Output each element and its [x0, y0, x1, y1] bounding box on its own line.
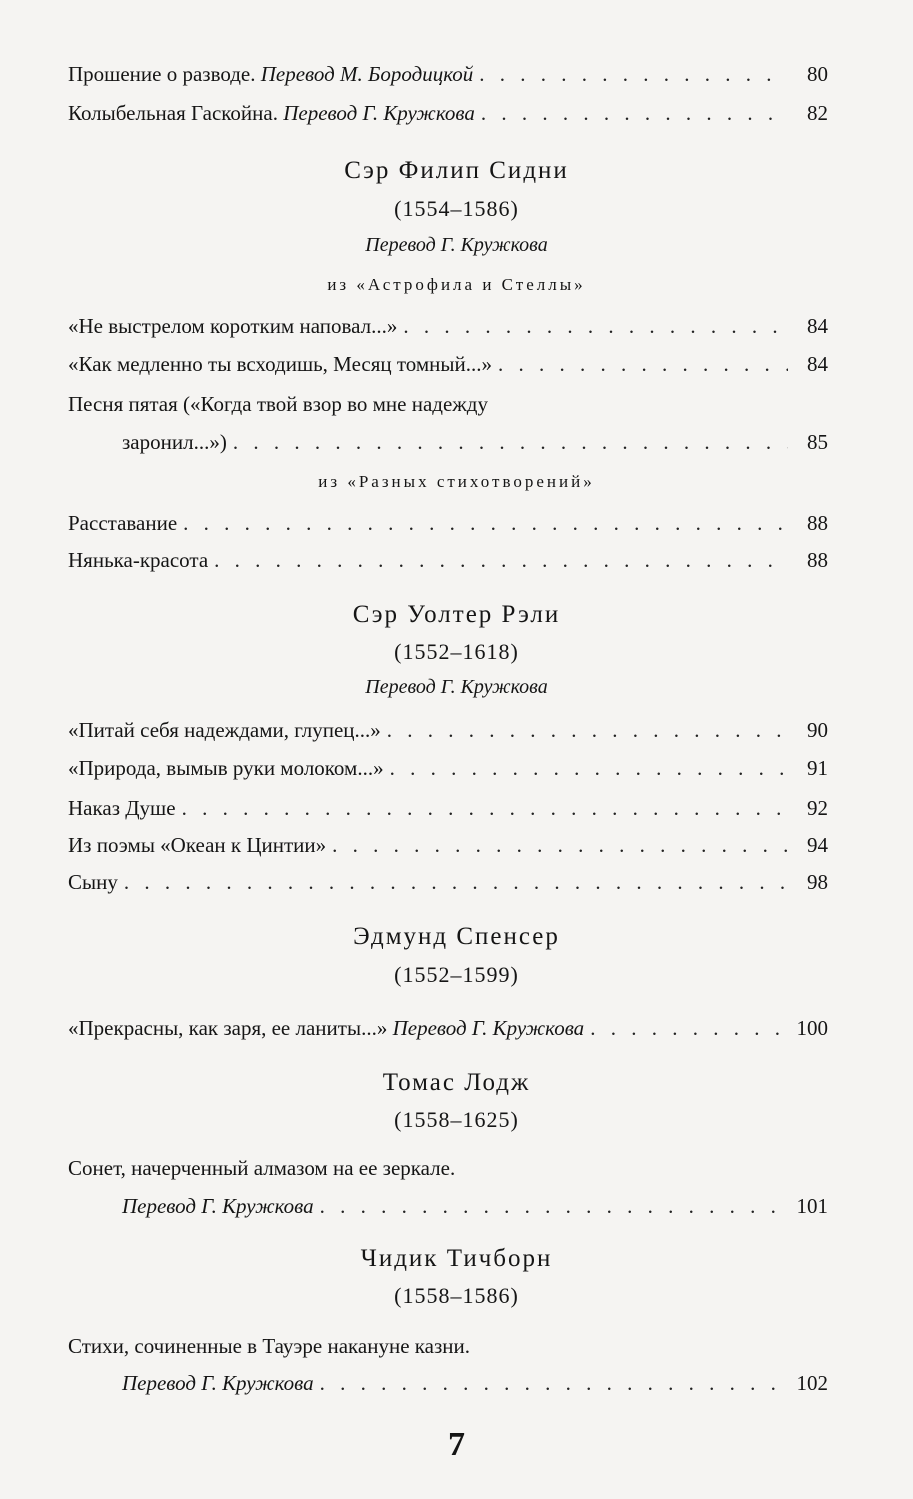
entry-page: 94 [807, 833, 828, 857]
entry-title: Сыну [68, 870, 118, 894]
author-years: (1558–1586) [394, 1283, 519, 1308]
entry-title: Колыбельная Гаскойна. [68, 101, 284, 125]
toc-entry-line: Стихи, сочиненные в Тауэре накануне казни. [68, 1334, 471, 1358]
leader-dots [214, 546, 788, 574]
leader-dots [590, 1014, 788, 1042]
entry-title: «Как медленно ты всходишь, Месяц томный...» [68, 352, 493, 376]
toc-entry [68, 99, 828, 127]
entry-translator: Перевод М. Бородицкой [260, 62, 474, 86]
entry-title: «Прекрасны, как заря, ее ланиты...» [68, 1016, 393, 1040]
toc-entry [122, 1369, 828, 1397]
entry-page: 102 [796, 1371, 828, 1395]
leader-dots [182, 794, 788, 822]
author-heading: Сэр Уолтер Рэли [352, 601, 561, 628]
toc-entry [68, 350, 828, 378]
toc-entry [68, 1014, 828, 1042]
entry-title: Нянька-красота [68, 548, 209, 572]
leader-dots [320, 1369, 788, 1397]
leader-dots [124, 868, 788, 896]
leader-dots [387, 716, 788, 744]
entry-page: 82 [807, 101, 828, 125]
entry-title: «Не выстрелом коротким наповал...» [68, 314, 398, 338]
entry-translator: Перевод Г. Кружкова [122, 1371, 314, 1395]
author-heading: Сэр Филип Сидни [344, 157, 569, 184]
entry-page: 84 [807, 314, 828, 338]
toc-entry [68, 794, 828, 822]
author-heading: Эдмунд Спенсер [353, 923, 560, 950]
leader-dots [183, 509, 788, 537]
translator-line: Перевод Г. Кружкова [365, 676, 548, 698]
leader-dots [320, 1192, 788, 1220]
entry-page: 92 [807, 796, 828, 820]
toc-entry [68, 60, 828, 88]
author-heading: Чидик Тичборн [360, 1245, 553, 1272]
author-years: (1552–1599) [394, 962, 519, 987]
toc-entry-line: Сонет, начерченный алмазом на ее зеркале. [68, 1156, 456, 1180]
entry-title: Расставание [68, 511, 178, 535]
section-heading: из «Астрофила и Стеллы» [327, 275, 586, 294]
toc-entry [68, 868, 828, 896]
toc-entry [68, 312, 828, 340]
author-years: (1552–1618) [394, 639, 519, 664]
translator-line: Перевод Г. Кружкова [365, 234, 548, 256]
author-years: (1554–1586) [394, 196, 519, 221]
entry-page: 85 [807, 430, 828, 454]
author-years: (1558–1625) [394, 1107, 519, 1132]
author-heading: Томас Лодж [382, 1069, 531, 1096]
entry-title: заронил...») [122, 430, 227, 454]
leader-dots [390, 754, 788, 782]
entry-page: 101 [796, 1194, 828, 1218]
entry-page: 88 [807, 548, 828, 572]
toc-entry [68, 754, 828, 782]
leader-dots [481, 99, 788, 127]
toc-entry [68, 509, 828, 537]
toc-entry-line: Песня пятая («Когда твой взор во мне надежду [68, 392, 488, 416]
entry-translator: Перевод Г. Кружкова [283, 101, 475, 125]
toc-entry [68, 546, 828, 574]
entry-title: Наказ Душе [68, 796, 176, 820]
leader-dots [332, 831, 788, 859]
leader-dots [498, 350, 788, 378]
entry-page: 80 [807, 62, 828, 86]
section-heading: из «Разных стихотворений» [318, 472, 595, 491]
entry-translator: Перевод Г. Кружкова [122, 1194, 314, 1218]
page-number: 7 [448, 1426, 465, 1463]
entry-title: Из поэмы «Океан к Цинтии» [68, 833, 327, 857]
leader-dots [403, 312, 788, 340]
toc-entry [122, 428, 828, 456]
entry-page: 88 [807, 511, 828, 535]
entry-translator: Перевод Г. Кружкова [392, 1016, 585, 1040]
entry-title: Прошение о разводе. [68, 62, 261, 86]
entry-page: 84 [807, 352, 828, 376]
toc-entry [68, 831, 828, 859]
toc-entry [68, 716, 828, 744]
leader-dots [233, 428, 788, 456]
leader-dots [479, 60, 788, 88]
entry-title: «Природа, вымыв руки молоком...» [68, 756, 384, 780]
entry-page: 90 [807, 718, 828, 742]
entry-page: 100 [796, 1016, 828, 1040]
entry-page: 98 [807, 870, 828, 894]
entry-page: 91 [807, 756, 828, 780]
toc-entry [122, 1192, 828, 1220]
entry-title: «Питай себя надеждами, глупец...» [68, 718, 381, 742]
